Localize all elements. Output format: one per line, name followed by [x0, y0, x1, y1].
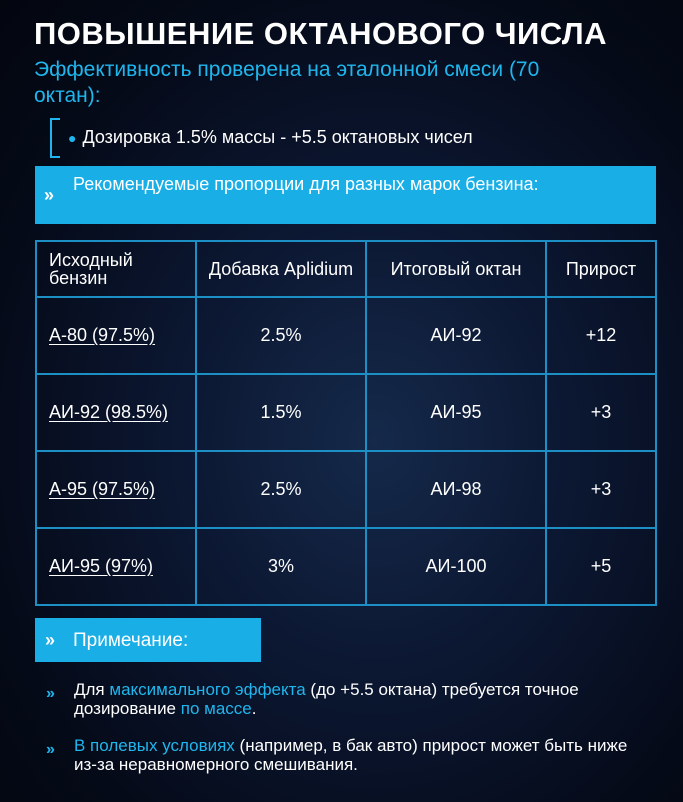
gain-cell: +5 [546, 528, 656, 605]
additive-cell: 2.5% [196, 451, 366, 528]
bracket-decoration [50, 118, 60, 158]
bullet-dot-icon: ● [68, 130, 77, 146]
source-fuel-link[interactable]: А-80 (97.5%) [49, 325, 156, 345]
note-text: Для [74, 680, 110, 699]
double-chevron-right-icon: » [46, 685, 55, 702]
dosage-line [68, 127, 473, 148]
dosage-text: Дозировка 1.5% массы - +5.5 октановых чисел [82, 127, 473, 147]
final-octane-cell: АИ-92 [366, 297, 546, 374]
table-row [36, 528, 656, 605]
proportions-table [35, 240, 657, 606]
note-highlight: В полевых условиях [74, 736, 235, 755]
table-row [36, 297, 656, 374]
source-fuel-link[interactable]: АИ-92 (98.5%) [49, 402, 168, 422]
final-octane-cell: АИ-98 [366, 451, 546, 528]
table-row [36, 374, 656, 451]
double-chevron-right-icon: » [45, 630, 56, 650]
source-fuel-link[interactable]: АИ-95 (97%) [49, 556, 153, 576]
gain-cell: +3 [546, 374, 656, 451]
double-chevron-right-icon: » [46, 741, 55, 758]
note-highlight: по массе [180, 699, 252, 718]
note-text: (до +5.5 октана) требуется точное дозирование [74, 680, 579, 718]
note-banner [35, 618, 261, 662]
note-highlight: максимального эффекта [109, 680, 306, 699]
additive-cell: 1.5% [196, 374, 366, 451]
additive-cell: 2.5% [196, 297, 366, 374]
note-text: (например, в бак авто) прирост может быть ниже из-за неравномерного смешивания. [74, 736, 628, 774]
double-chevron-right-icon: » [44, 185, 55, 205]
banner-text: Рекомендуемые пропорции для разных марок бензина: [73, 174, 539, 194]
final-octane-cell: АИ-95 [366, 374, 546, 451]
note-label: Примечание: [73, 630, 189, 651]
header-final-octane: Итоговый октан [366, 241, 546, 297]
page-title: ПОВЫШЕНИЕ ОКТАНОВОГО ЧИСЛА [34, 16, 608, 51]
table-row [36, 451, 656, 528]
dosage-callout [50, 118, 630, 158]
header-gain: Прирост [546, 241, 656, 297]
additive-cell: 3% [196, 528, 366, 605]
source-fuel-link[interactable]: А-95 (97.5%) [49, 479, 156, 499]
gain-cell: +3 [546, 451, 656, 528]
page-subtitle: Эффективность проверена на эталонной смеси (70 октан): [34, 58, 540, 107]
header-source-fuel: Исходный бензин [36, 241, 196, 297]
header-additive: Добавка Aplidium [196, 241, 366, 297]
gain-cell: +12 [546, 297, 656, 374]
proportions-banner [35, 166, 656, 224]
note-text: . [251, 699, 257, 718]
table-header-row [36, 241, 656, 297]
final-octane-cell: АИ-100 [366, 528, 546, 605]
